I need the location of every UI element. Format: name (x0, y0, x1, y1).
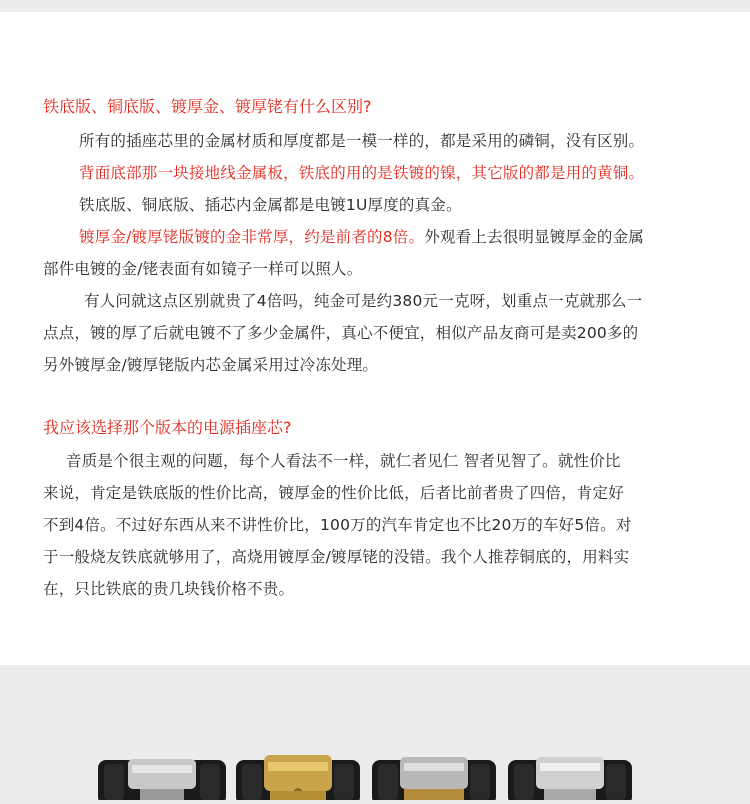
section1-line-4-rest: 外观看上去很明显镀厚金的金属 (424, 228, 644, 246)
section2-line-2: 来说，肯定是铁底版的性价比高，镀厚金的性价比低，后者比前者贵了四倍，肯定好 (43, 484, 624, 502)
socket-photo-group (0, 665, 750, 800)
section2-line-1: 音质是个很主观的问题，每个人看法不一样，就仁者见仁 智者见智了。就性价比 (66, 452, 621, 470)
iron-base-socket-image (98, 759, 226, 800)
section2-line-3: 不到4倍。不过好东西从来不讲性价比，100万的汽车肯定也不比20万的车好5倍。对 (43, 516, 632, 534)
section1-line-6: 有人问就这点区别就贵了4倍吗，纯金可是约380元一克呀，划重点一克就那么一 (84, 292, 643, 310)
copper-base-socket-image (372, 757, 496, 800)
section1-line-4 (79, 225, 644, 247)
section1-line-4-highlight: 镀厚金/镀厚铑版镀的金非常厚，约是前者的8倍。 (79, 228, 425, 246)
section1-line-8: 另外镀厚金/镀厚铑版内芯金属采用过冷冻处理。 (43, 356, 379, 374)
section2-line-4: 于一般烧友铁底就够用了，高烧用镀厚金/镀厚铑的没错。我个人推荐铜底的，用料实 (43, 548, 630, 566)
section1-heading: 铁底版、铜底版、镀厚金、镀厚铑有什么区别? (43, 97, 372, 116)
content-panel (0, 12, 750, 665)
top-band (0, 0, 750, 12)
section2-line-5: 在，只比铁底的贵几块钱价格不贵。 (43, 580, 295, 598)
section2-heading: 我应该选择那个版本的电源插座芯? (43, 418, 292, 437)
section1-line-2: 背面底部那一块接地线金属板，铁底的用的是铁镀的镍，其它版的都是用的黄铜。 (79, 164, 645, 182)
section1-line-1: 所有的插座芯里的金属材质和厚度都是一模一样的，都是采用的磷铜，没有区别。 (79, 132, 645, 150)
section1-line-5: 部件电镀的金/铑表面有如镜子一样可以照人。 (43, 260, 363, 278)
product-photo-strip (0, 665, 750, 800)
section1-line-7: 点点，镀的厚了后就电镀不了多少金属件，真心不便宜，相似产品友商可是卖200多的 (43, 324, 639, 342)
gold-plated-socket-image (236, 755, 360, 800)
rhodium-plated-socket-image (508, 757, 632, 800)
section1-line-3: 铁底版、铜底版、插芯内金属都是电镀1U厚度的真金。 (79, 196, 462, 214)
